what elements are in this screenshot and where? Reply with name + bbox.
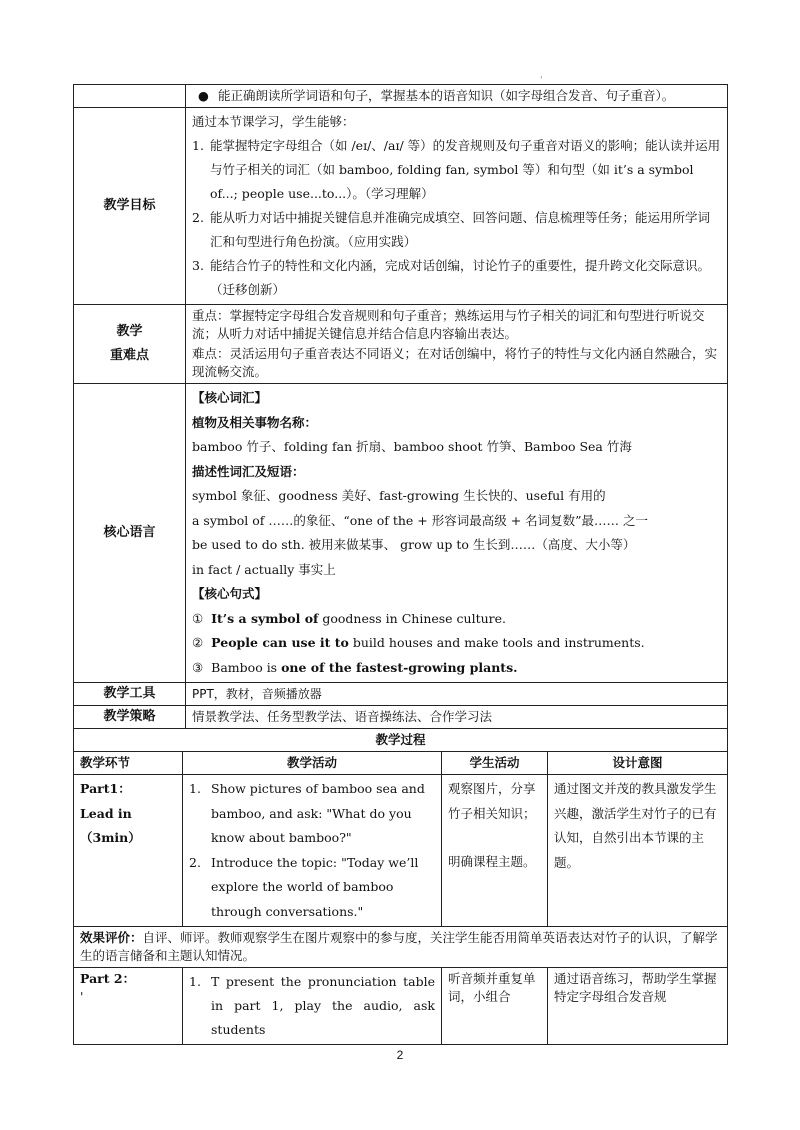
desc-line: be used to do sth. 被用来做某事、 grow up to 生长到……（高度、大小等） [192, 537, 636, 552]
bullet-icon: ● [198, 88, 209, 103]
difficult-point: 难点：灵活运用句子重音表达不同语义；在对话创编中，将竹子的特性与文化内涵自然融合，实现流畅交流。 [192, 346, 718, 379]
sentence-item: ① It’s a symbol of goodness in Chinese culture. [192, 610, 507, 626]
desc-line: a symbol of ……的象征、“one of the + 形容词最高级 + 名词复数”最…… 之一 [192, 512, 649, 528]
sentence-item: ③ Bamboo is one of the fastest-growing plants. [192, 659, 518, 675]
activity-item: 1. T present the pronunciation table in part 1, play the audio, ask students [189, 974, 435, 1037]
activity-item: 1. Show pictures of bamboo sea and bamboo, and ask: "What do you know about bamboo?" [189, 781, 425, 845]
key-points-label-2: 重难点 [109, 348, 149, 363]
objectives-row [74, 108, 728, 305]
tools-row [74, 683, 728, 706]
column-header: 学生活动 [442, 752, 548, 775]
student-activity: 听音频并重复单词，小组合 [442, 968, 548, 1045]
desc-heading: 描述性词汇及短语： [192, 463, 305, 479]
process-table [73, 728, 728, 1045]
desc-line: symbol 象征、goodness 美好、fast-growing 生长快的、useful 有用的 [192, 488, 606, 503]
page-number: 2 [396, 1048, 404, 1062]
desc-line: in fact / actually 事实上 [192, 561, 336, 577]
column-header: 教学活动 [183, 752, 442, 775]
objective-item: 2. 能从听力对话中捕捉关键信息并准确完成填空、回答问题、信息梳理等任务；能运用所学词汇和句型进行角色扮演。（应用实践） [192, 210, 711, 249]
important-point: 重点：掌握特定字母组合发音规则和句子重音；熟练运用与竹子相关的词汇和句型进行听说交流；从听力对话中捕捉关键信息并结合信息内容输出表达。 [192, 308, 705, 341]
part1-row: Part1： Lead in （3min） 1. Show pictures of bamboo sea and bamboo, and ask: "What do you know about bamboo?" 2. Introduce the topic: "Today we’ll explore the world of bamboo through conversations." 观察图片，分享竹子相关知识； 明确课程主题。 通过图文并茂的教具激发学生兴趣，激活学生对竹子的已有认知，自然引出本节课的主题。 [74, 775, 728, 927]
strategy-label: 教学策略 [74, 706, 186, 729]
lesson-plan-page [73, 84, 727, 1045]
column-header: 设计意图 [548, 752, 728, 775]
student-activity: 明确课程主题。 [448, 854, 536, 869]
key-points-label-1: 教学 [116, 324, 143, 339]
objectives-label: 教学目标 [74, 108, 186, 305]
strategy-value: 情景教学法、任务型教学法、语音操练法、合作学习法 [186, 706, 728, 729]
activity-item: 2. Introduce the topic: "Today we’ll explore the world of bamboo through conversations." [189, 854, 419, 919]
design-intent: 通过图文并茂的教具激发学生兴趣，激活学生对竹子的已有认知，自然引出本节课的主题。 [548, 775, 728, 927]
objective-item: 1. 能掌握特定字母组合（如 /eɪ/、/aɪ/ 等）的发音规则及句子重音对语义的影响；能认读并运用与竹子相关的词汇（如 bamboo, folding fan, symbol 等）和句型（如 it’s a symbol of...; people use...to...）。（学习理解） [192, 138, 721, 201]
objective-item: 3. 能结合竹子的特性和文化内涵，完成对话创编，讨论竹子的重要性，提升跨文化交际意识。（迁移创新） [192, 258, 711, 297]
strategy-row [74, 706, 728, 729]
process-title: 教学过程 [74, 729, 728, 752]
objectives-intro: 通过本节课学习，学生能够： [192, 114, 355, 129]
evaluation-label: 效果评价： [80, 930, 143, 945]
evaluation-text: 自评、师评。教师观察学生在图片观察中的参与度，关注学生能否用简单英语表达对竹子的认识，了解学生的语言储备和主题认知情况。 [80, 930, 718, 963]
plants-heading: 植物及相关事物名称： [192, 414, 318, 430]
sentence-heading: 【核心句式】 [192, 586, 268, 601]
part2-row: Part 2： ' 1. T present the pronunciation table in part 1, play the audio, ask students 听音频并重复单词，小组合 通过语音练习，帮助学生掌握特定字母组合发音规 [74, 968, 728, 1045]
lesson-info-table [73, 84, 728, 729]
core-language-label: 核心语言 [74, 384, 186, 683]
student-activity: 观察图片，分享竹子相关知识； [448, 781, 536, 821]
vocab-heading: 【核心词汇】 [192, 390, 268, 405]
evaluation-row [74, 927, 728, 968]
page-mark: ' [540, 76, 543, 86]
design-intent: 通过语音练习，帮助学生掌握特定字母组合发音规 [548, 968, 728, 1045]
column-header: 教学环节 [74, 752, 183, 775]
sentence-item: ② People can use it to build houses and make tools and instruments. [192, 635, 645, 650]
plants-line: bamboo 竹子、folding fan 折扇、bamboo shoot 竹笋、Bamboo Sea 竹海 [192, 439, 632, 454]
process-title-row [74, 729, 728, 752]
tools-value: PPT，教材，音频播放器 [186, 683, 728, 706]
core-language-row [74, 384, 728, 683]
process-header-row [74, 752, 728, 775]
part2-label: Part 2： [80, 971, 136, 986]
objective-continued-row [74, 85, 728, 108]
key-points-row [74, 305, 728, 384]
objective-continued-text: 能正确朗读所学词语和句子，掌握基本的语音知识（如字母组合发音、句子重音）。 [218, 88, 675, 103]
tools-label: 教学工具 [74, 683, 186, 706]
part1-label: Part1： [80, 781, 131, 796]
